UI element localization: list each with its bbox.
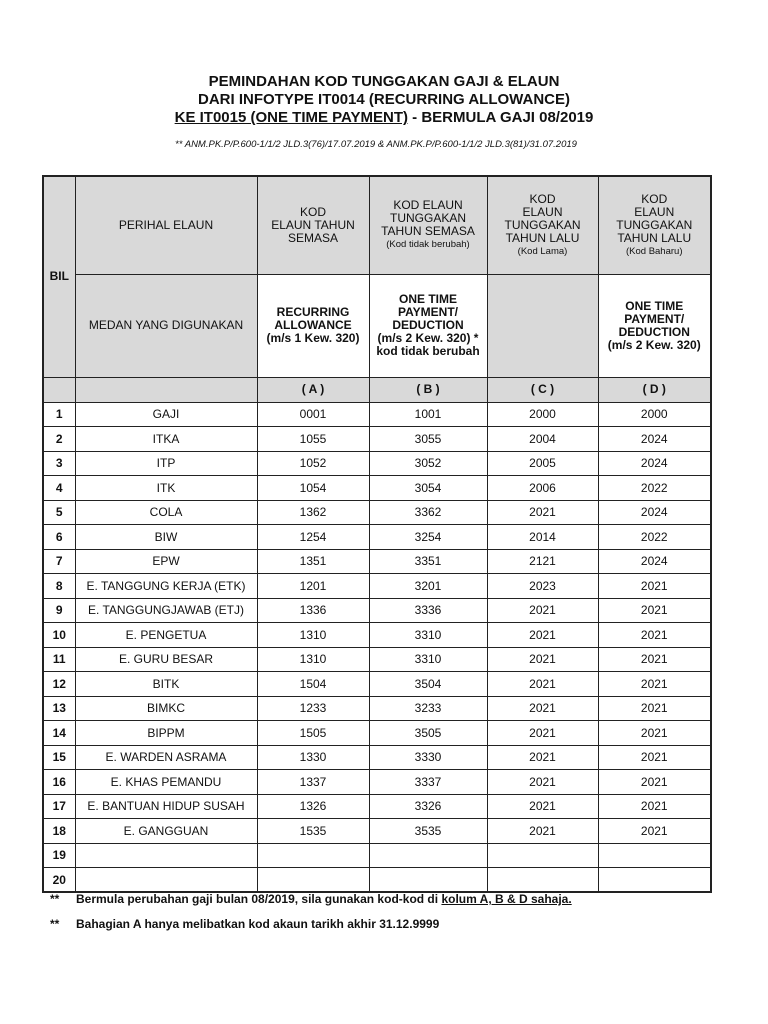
table-row bbox=[43, 451, 711, 476]
table-row bbox=[43, 476, 711, 501]
col-d-cell: 2021 bbox=[598, 721, 711, 746]
perihal-cell: E. TANGGUNGJAWAB (ETJ) bbox=[75, 598, 257, 623]
col-c-cell: 2021 bbox=[487, 721, 598, 746]
header-row-top bbox=[43, 176, 711, 274]
col-c-cell: 2021 bbox=[487, 598, 598, 623]
title-line-3 bbox=[0, 109, 768, 127]
note-1 bbox=[50, 892, 572, 906]
table-row bbox=[43, 794, 711, 819]
col-b-cell: 3310 bbox=[369, 623, 487, 648]
col-b-cell: 3310 bbox=[369, 647, 487, 672]
table-row bbox=[43, 770, 711, 795]
col-c-cell: 2021 bbox=[487, 819, 598, 844]
col-c-cell: 2014 bbox=[487, 525, 598, 550]
letter-a: ( A ) bbox=[257, 377, 369, 402]
col-a-cell: 0001 bbox=[257, 402, 369, 427]
bil-cell: 12 bbox=[43, 672, 75, 697]
col-a-cell: 1336 bbox=[257, 598, 369, 623]
table-row bbox=[43, 843, 711, 868]
perihal-cell: BIMKC bbox=[75, 696, 257, 721]
col-d-mid-header: ONE TIME PAYMENT/ DEDUCTION (m/s 2 Kew. 320) bbox=[598, 274, 711, 377]
table-row bbox=[43, 672, 711, 697]
bil-cell: 10 bbox=[43, 623, 75, 648]
col-b-cell: 3254 bbox=[369, 525, 487, 550]
col-d-cell: 2021 bbox=[598, 598, 711, 623]
title-line-1: PEMINDAHAN KOD TUNGGAKAN GAJI & ELAUN bbox=[208, 73, 560, 90]
col-b-cell: 3505 bbox=[369, 721, 487, 746]
table-row bbox=[43, 574, 711, 599]
col-d-cell: 2022 bbox=[598, 525, 711, 550]
table-row bbox=[43, 500, 711, 525]
col-b-cell: 3054 bbox=[369, 476, 487, 501]
medan-header: MEDAN YANG DIGUNAKAN bbox=[75, 274, 257, 377]
bil-cell: 11 bbox=[43, 647, 75, 672]
col-c-cell: 2021 bbox=[487, 770, 598, 795]
col-d-cell: 2022 bbox=[598, 476, 711, 501]
perihal-header: PERIHAL ELAUN bbox=[75, 176, 257, 274]
col-d-cell: 2021 bbox=[598, 647, 711, 672]
col-a-cell: 1326 bbox=[257, 794, 369, 819]
bil-cell: 16 bbox=[43, 770, 75, 795]
perihal-cell: ITP bbox=[75, 451, 257, 476]
bil-cell: 15 bbox=[43, 745, 75, 770]
perihal-cell: E. KHAS PEMANDU bbox=[75, 770, 257, 795]
table-row bbox=[43, 623, 711, 648]
perihal-cell: COLA bbox=[75, 500, 257, 525]
note-1-emphasis: kolum A, B & D sahaja. bbox=[441, 892, 572, 906]
col-c-cell: 2021 bbox=[487, 623, 598, 648]
bil-cell: 6 bbox=[43, 525, 75, 550]
table-row bbox=[43, 549, 711, 574]
col-b-cell: 3337 bbox=[369, 770, 487, 795]
bil-cell: 7 bbox=[43, 549, 75, 574]
col-c-cell bbox=[487, 843, 598, 868]
col-b-cell: 3362 bbox=[369, 500, 487, 525]
perihal-cell bbox=[75, 843, 257, 868]
col-c-top-header: KOD ELAUN TUNGGAKAN TAHUN LALU (Kod Lama) bbox=[487, 176, 598, 274]
perihal-cell: EPW bbox=[75, 549, 257, 574]
col-b-cell: 3052 bbox=[369, 451, 487, 476]
col-b-cell: 3326 bbox=[369, 794, 487, 819]
col-a-cell: 1055 bbox=[257, 427, 369, 452]
col-c-cell: 2006 bbox=[487, 476, 598, 501]
perihal-cell: E. BANTUAN HIDUP SUSAH bbox=[75, 794, 257, 819]
col-d-cell: 2024 bbox=[598, 451, 711, 476]
note-2 bbox=[50, 917, 439, 931]
col-c-cell: 2021 bbox=[487, 745, 598, 770]
table-row bbox=[43, 402, 711, 427]
perihal-cell: GAJI bbox=[75, 402, 257, 427]
col-a-cell bbox=[257, 868, 369, 893]
perihal-cell: E. WARDEN ASRAMA bbox=[75, 745, 257, 770]
perihal-cell bbox=[75, 868, 257, 893]
col-b-cell: 3336 bbox=[369, 598, 487, 623]
bil-cell: 14 bbox=[43, 721, 75, 746]
col-b-cell bbox=[369, 868, 487, 893]
col-b-cell: 3504 bbox=[369, 672, 487, 697]
table-row bbox=[43, 721, 711, 746]
col-d-cell bbox=[598, 868, 711, 893]
col-a-cell: 1330 bbox=[257, 745, 369, 770]
bil-cell: 8 bbox=[43, 574, 75, 599]
col-b-cell: 3055 bbox=[369, 427, 487, 452]
allowance-code-table bbox=[42, 175, 712, 893]
col-b-cell: 1001 bbox=[369, 402, 487, 427]
col-c-cell: 2005 bbox=[487, 451, 598, 476]
col-b-top-header: KOD ELAUN TUNGGAKAN TAHUN SEMASA (Kod tidak berubah) bbox=[369, 176, 487, 274]
col-a-cell: 1310 bbox=[257, 647, 369, 672]
col-c-cell: 2021 bbox=[487, 647, 598, 672]
perihal-cell: E. TANGGUNG KERJA (ETK) bbox=[75, 574, 257, 599]
col-c-cell: 2004 bbox=[487, 427, 598, 452]
table-row bbox=[43, 525, 711, 550]
perihal-cell: BIW bbox=[75, 525, 257, 550]
note-2-star: ** bbox=[50, 917, 60, 931]
bil-cell: 3 bbox=[43, 451, 75, 476]
col-c-cell: 2021 bbox=[487, 696, 598, 721]
col-a-cell: 1052 bbox=[257, 451, 369, 476]
col-a-cell: 1254 bbox=[257, 525, 369, 550]
note-1-text: Bermula perubahan gaji bulan 08/2019, sila gunakan kod-kod di bbox=[76, 892, 442, 906]
col-d-cell: 2000 bbox=[598, 402, 711, 427]
table-row bbox=[43, 696, 711, 721]
col-d-cell: 2024 bbox=[598, 549, 711, 574]
col-d-top-header: KOD ELAUN TUNGGAKAN TAHUN LALU (Kod Baharu) bbox=[598, 176, 711, 274]
title-line-3-rest: - BERMULA GAJI 08/2019 bbox=[408, 109, 594, 126]
bil-cell: 4 bbox=[43, 476, 75, 501]
col-b-cell: 3330 bbox=[369, 745, 487, 770]
letter-row bbox=[43, 377, 711, 402]
letter-blank bbox=[75, 377, 257, 402]
col-a-cell: 1505 bbox=[257, 721, 369, 746]
col-d-cell: 2021 bbox=[598, 794, 711, 819]
table-row bbox=[43, 647, 711, 672]
col-a-cell: 1504 bbox=[257, 672, 369, 697]
col-d-cell bbox=[598, 843, 711, 868]
col-b-cell: 3233 bbox=[369, 696, 487, 721]
col-a-cell: 1233 bbox=[257, 696, 369, 721]
col-b-mid-header: ONE TIME PAYMENT/ DEDUCTION (m/s 2 Kew. 320) * kod tidak berubah bbox=[369, 274, 487, 377]
col-d-cell: 2024 bbox=[598, 500, 711, 525]
letter-d: ( D ) bbox=[598, 377, 711, 402]
col-c-cell: 2021 bbox=[487, 500, 598, 525]
bil-cell: 13 bbox=[43, 696, 75, 721]
col-c-cell: 2021 bbox=[487, 672, 598, 697]
col-a-cell: 1310 bbox=[257, 623, 369, 648]
col-a-cell: 1351 bbox=[257, 549, 369, 574]
perihal-cell: E. GANGGUAN bbox=[75, 819, 257, 844]
letter-c: ( C ) bbox=[487, 377, 598, 402]
bil-cell: 1 bbox=[43, 402, 75, 427]
col-d-cell: 2021 bbox=[598, 672, 711, 697]
perihal-cell: BIPPM bbox=[75, 721, 257, 746]
bil-cell: 9 bbox=[43, 598, 75, 623]
col-d-cell: 2021 bbox=[598, 696, 711, 721]
bil-cell: 5 bbox=[43, 500, 75, 525]
bil-cell: 2 bbox=[43, 427, 75, 452]
bil-cell: 19 bbox=[43, 843, 75, 868]
col-a-cell: 1054 bbox=[257, 476, 369, 501]
col-c-cell bbox=[487, 868, 598, 893]
col-c-cell: 2121 bbox=[487, 549, 598, 574]
table-row bbox=[43, 598, 711, 623]
col-c-mid-header bbox=[487, 274, 598, 377]
note-1-star: ** bbox=[50, 892, 60, 906]
col-b-cell bbox=[369, 843, 487, 868]
bil-header: BIL bbox=[43, 176, 75, 377]
col-a-cell bbox=[257, 843, 369, 868]
col-d-cell: 2021 bbox=[598, 745, 711, 770]
col-d-cell: 2024 bbox=[598, 427, 711, 452]
table-row bbox=[43, 745, 711, 770]
col-b-cell: 3201 bbox=[369, 574, 487, 599]
col-d-cell: 2021 bbox=[598, 623, 711, 648]
col-d-cell: 2021 bbox=[598, 770, 711, 795]
col-a-cell: 1201 bbox=[257, 574, 369, 599]
col-c-cell: 2021 bbox=[487, 794, 598, 819]
col-c-cell: 2023 bbox=[487, 574, 598, 599]
col-a-cell: 1362 bbox=[257, 500, 369, 525]
col-b-cell: 3351 bbox=[369, 549, 487, 574]
bil-cell: 20 bbox=[43, 868, 75, 893]
bil-cell: 17 bbox=[43, 794, 75, 819]
col-d-cell: 2021 bbox=[598, 819, 711, 844]
table-row bbox=[43, 427, 711, 452]
table-row bbox=[43, 819, 711, 844]
col-a-mid-header: RECURRING ALLOWANCE (m/s 1 Kew. 320) bbox=[257, 274, 369, 377]
title-line-2: DARI INFOTYPE IT0014 (RECURRING ALLOWANCE) bbox=[198, 91, 570, 108]
col-a-cell: 1337 bbox=[257, 770, 369, 795]
col-b-cell: 3535 bbox=[369, 819, 487, 844]
perihal-cell: BITK bbox=[75, 672, 257, 697]
letter-b: ( B ) bbox=[369, 377, 487, 402]
perihal-cell: E. GURU BESAR bbox=[75, 647, 257, 672]
perihal-cell: ITKA bbox=[75, 427, 257, 452]
note-2-text: Bahagian A hanya melibatkan kod akaun tarikh akhir 31.12.9999 bbox=[76, 917, 440, 931]
title-line-3-underlined: KE IT0015 (ONE TIME PAYMENT) bbox=[174, 109, 409, 126]
perihal-cell: ITK bbox=[75, 476, 257, 501]
letter-blank bbox=[43, 377, 75, 402]
col-d-cell: 2021 bbox=[598, 574, 711, 599]
header-row-mid bbox=[43, 274, 711, 377]
col-a-top-header: KOD ELAUN TAHUN SEMASA bbox=[257, 176, 369, 274]
table-row bbox=[43, 868, 711, 893]
perihal-cell: E. PENGETUA bbox=[75, 623, 257, 648]
bil-cell: 18 bbox=[43, 819, 75, 844]
col-a-cell: 1535 bbox=[257, 819, 369, 844]
reference-line: ** ANM.PK.P/P.600-1/1/2 JLD.3(76)/17.07.2019 & ANM.PK.P/P.600-1/1/2 JLD.3(81)/31.07.2019 bbox=[175, 139, 577, 150]
col-c-cell: 2000 bbox=[487, 402, 598, 427]
